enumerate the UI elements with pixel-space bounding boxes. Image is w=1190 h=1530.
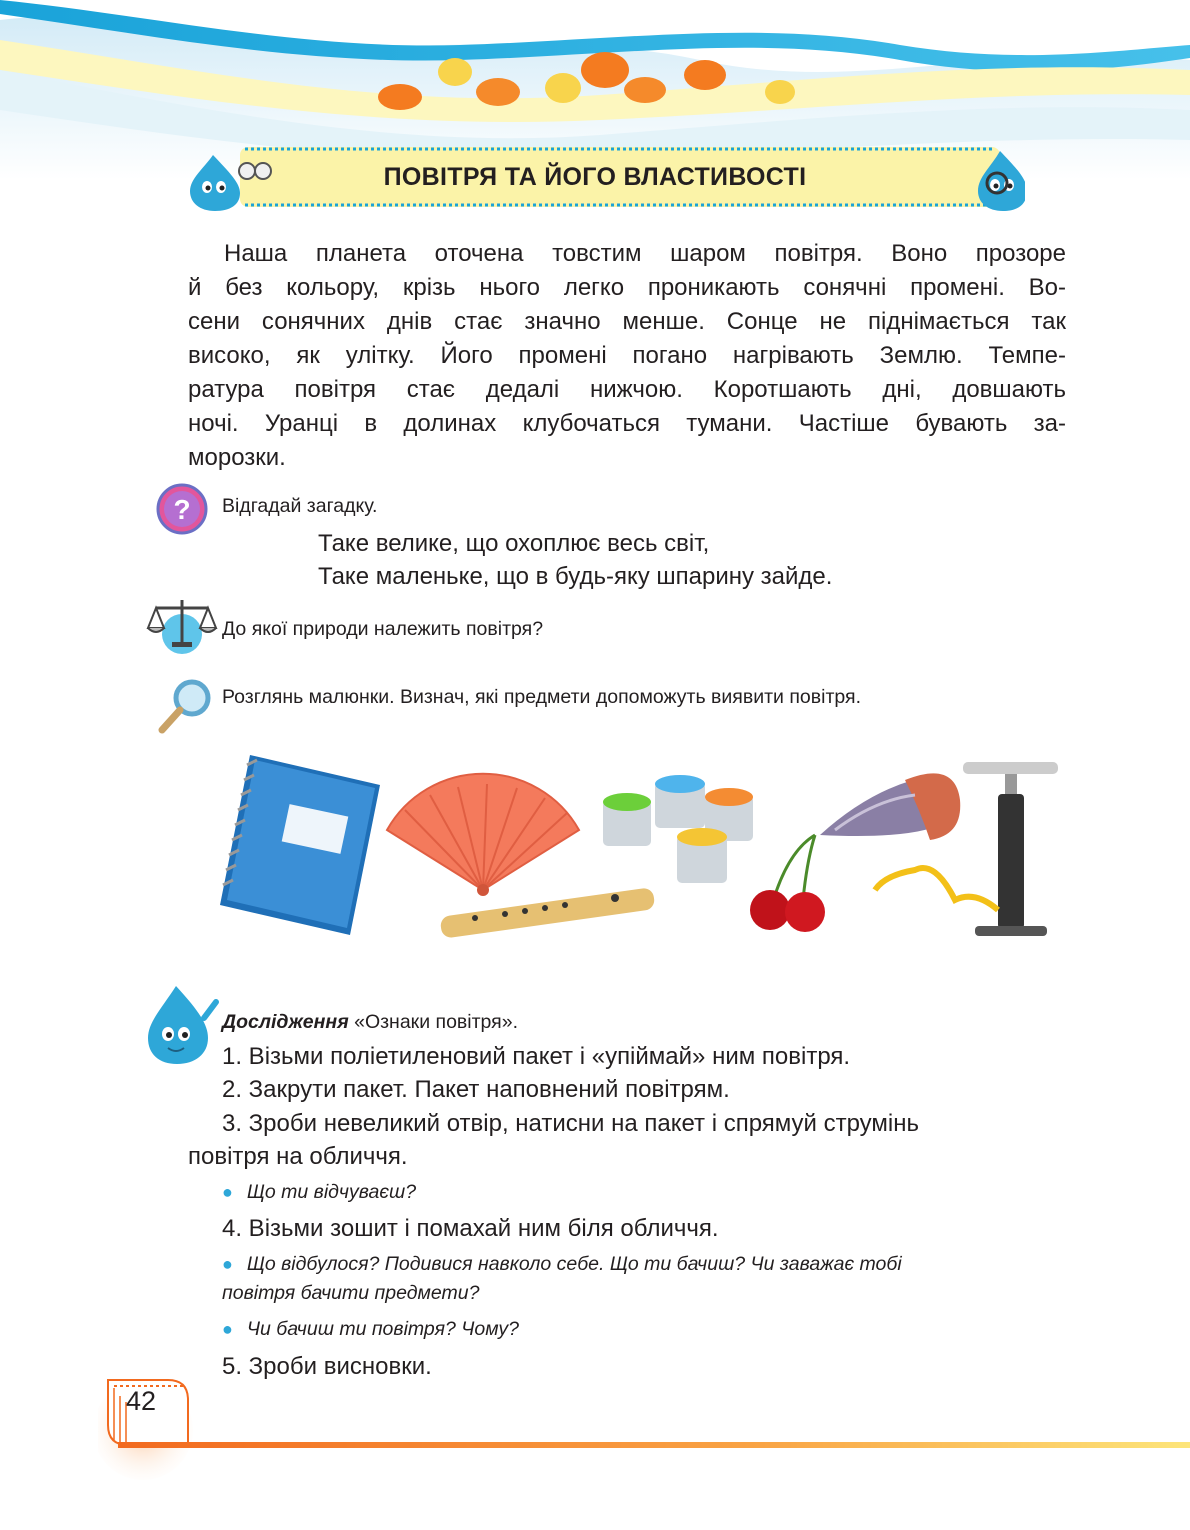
step-3-line-1: 3. Зроби невеликий отвір, натисни на пакет і спрямуй струмінь [222,1110,919,1137]
paragraph-line: морозки. [188,444,286,471]
step-4: 4. Візьми зошит і помахай ним біля обличчя. [222,1215,719,1242]
intro-paragraph [188,237,1066,475]
step-5: 5. Зроби висновки. [222,1353,432,1380]
step-1: 1. Візьми поліетиленовий пакет і «упіймай» ним повітря. [222,1043,851,1070]
nature-question: До якої природи належить повітря? [222,618,544,640]
riddle-prompt: Відгадай загадку. [222,495,378,517]
paint-cans-image [603,775,753,883]
paragraph-line: ночі. Уранці в долинах клубочаться тумани. Частіше бувають за- [188,410,1066,437]
research-label: Дослідження [222,1011,349,1033]
page-title: ПОВІТРЯ ТА ЙОГО ВЛАСТИВОСТІ [383,163,807,191]
paragraph-line: й без кольору, крізь нього легко проникають сонячні промені. Во- [188,274,1066,301]
seashell-image [820,773,960,840]
notebook-image [220,755,380,935]
research-name: «Ознаки повітря». [348,1011,518,1033]
question-3 [222,1318,519,1341]
paragraph-line: Наша планета оточена товстим шаром повітря. Воно прозоре [224,240,1066,267]
bullet-icon: ● [222,1182,233,1202]
question-2-line-2: повітря бачити предмети? [222,1282,480,1304]
flute-image [440,887,656,939]
cherries-image [750,835,825,932]
question-text: Що відбулося? Подивися навколо себе. Що ти бачиш? Чи заважає тобі [246,1253,902,1275]
page-footer-decoration [98,1370,1190,1480]
question-2-line-1 [222,1253,902,1276]
paragraph-line: сени сонячних днів стає значно менше. Сонце не піднімається так [188,308,1066,335]
bullet-icon: ● [222,1319,233,1339]
riddle-line-1: Таке велике, що охоплює весь світ, [318,530,710,557]
objects-illustration [215,740,1060,955]
paragraph-line: високо, як улітку. Його промені погано нагрівають Землю. Темпе- [188,342,1066,369]
question-mark-icon [156,483,208,535]
hand-fan-image [387,774,579,896]
droplet-mascot-icon [140,978,222,1068]
bullet-icon: ● [222,1254,233,1274]
svg-text:?: ? [173,494,191,525]
research-heading [222,1011,518,1034]
question-text: Що ти відчуваєш? [246,1181,417,1203]
look-prompt: Розглянь малюнки. Визнач, які предмети допоможуть виявити повітря. [222,686,861,708]
page-number: 42 [126,1386,157,1416]
question-1 [222,1181,416,1204]
paragraph-line: ратура повітря стає дедалі нижчою. Коротшають дні, довшають [188,376,1066,403]
question-text: Чи бачиш ти повітря? Чому? [246,1318,519,1340]
step-2: 2. Закрути пакет. Пакет наповнений повітрям. [222,1076,730,1103]
step-3-line-2: повітря на обличчя. [188,1143,408,1170]
riddle-line-2: Таке маленьке, що в будь-яку шпарину зайде. [318,563,833,590]
scales-icon [146,594,218,656]
magnifier-icon [156,678,214,736]
